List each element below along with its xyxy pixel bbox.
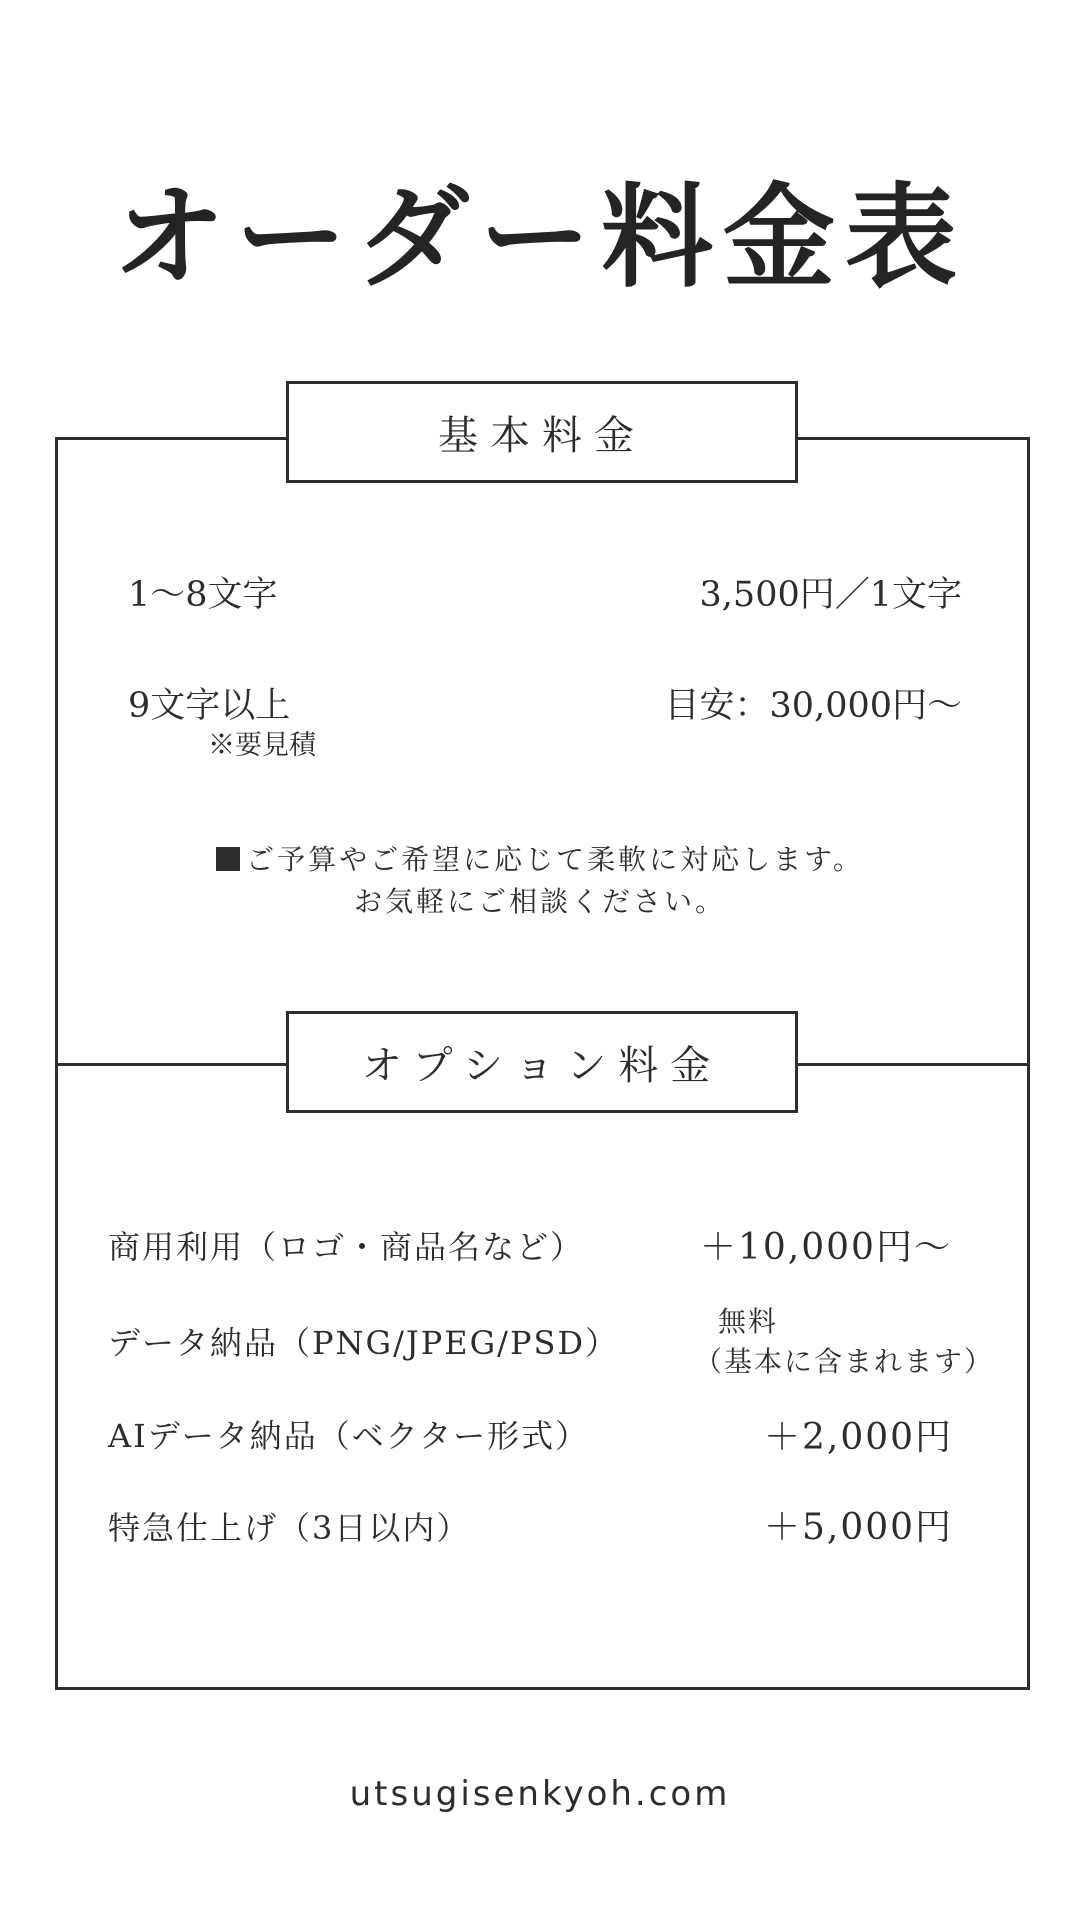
basic-note-text-1: ご予算やご希望に応じて柔軟に対応します。 bbox=[246, 843, 864, 876]
option-row-1-label: 商用利用（ロゴ・商品名など） bbox=[108, 1228, 585, 1266]
option-row-2-price-line-1: 無料 bbox=[718, 1305, 779, 1338]
square-bullet-icon bbox=[216, 847, 240, 871]
basic-row-2-note: ※要見積 bbox=[208, 730, 316, 761]
basic-fee-heading: 基本料金 bbox=[286, 381, 798, 483]
basic-note-line-2: お気軽にご相談ください。 bbox=[353, 885, 726, 918]
footer-website: utsugisenkyoh.com bbox=[349, 1774, 731, 1814]
option-row-3-price: ＋2,000円 bbox=[764, 1417, 954, 1458]
basic-note-line-1 bbox=[0, 839, 1080, 881]
option-fee-heading: オプション料金 bbox=[286, 1011, 798, 1113]
option-row-1-price: ＋10,000円〜 bbox=[700, 1227, 952, 1268]
option-row-3-label: AIデータ納品（ベクター形式） bbox=[108, 1417, 590, 1455]
option-row-4-label: 特急仕上げ（3日以内） bbox=[108, 1509, 471, 1547]
option-row-4-price: ＋5,000円 bbox=[764, 1507, 954, 1548]
basic-row-2-label: 9文字以上 bbox=[128, 686, 291, 726]
basic-row-1-price: 3,500円／1文字 bbox=[699, 575, 962, 615]
basic-row-2-price: 目安：30,000円〜 bbox=[664, 686, 962, 726]
page-title: オーダー料金表 bbox=[113, 172, 967, 303]
basic-row-1-label: 1〜8文字 bbox=[128, 575, 278, 615]
option-row-2-price-line-2: （基本に含まれます） bbox=[694, 1345, 995, 1378]
option-row-2-label: データ納品（PNG/JPEG/PSD） bbox=[108, 1324, 620, 1362]
